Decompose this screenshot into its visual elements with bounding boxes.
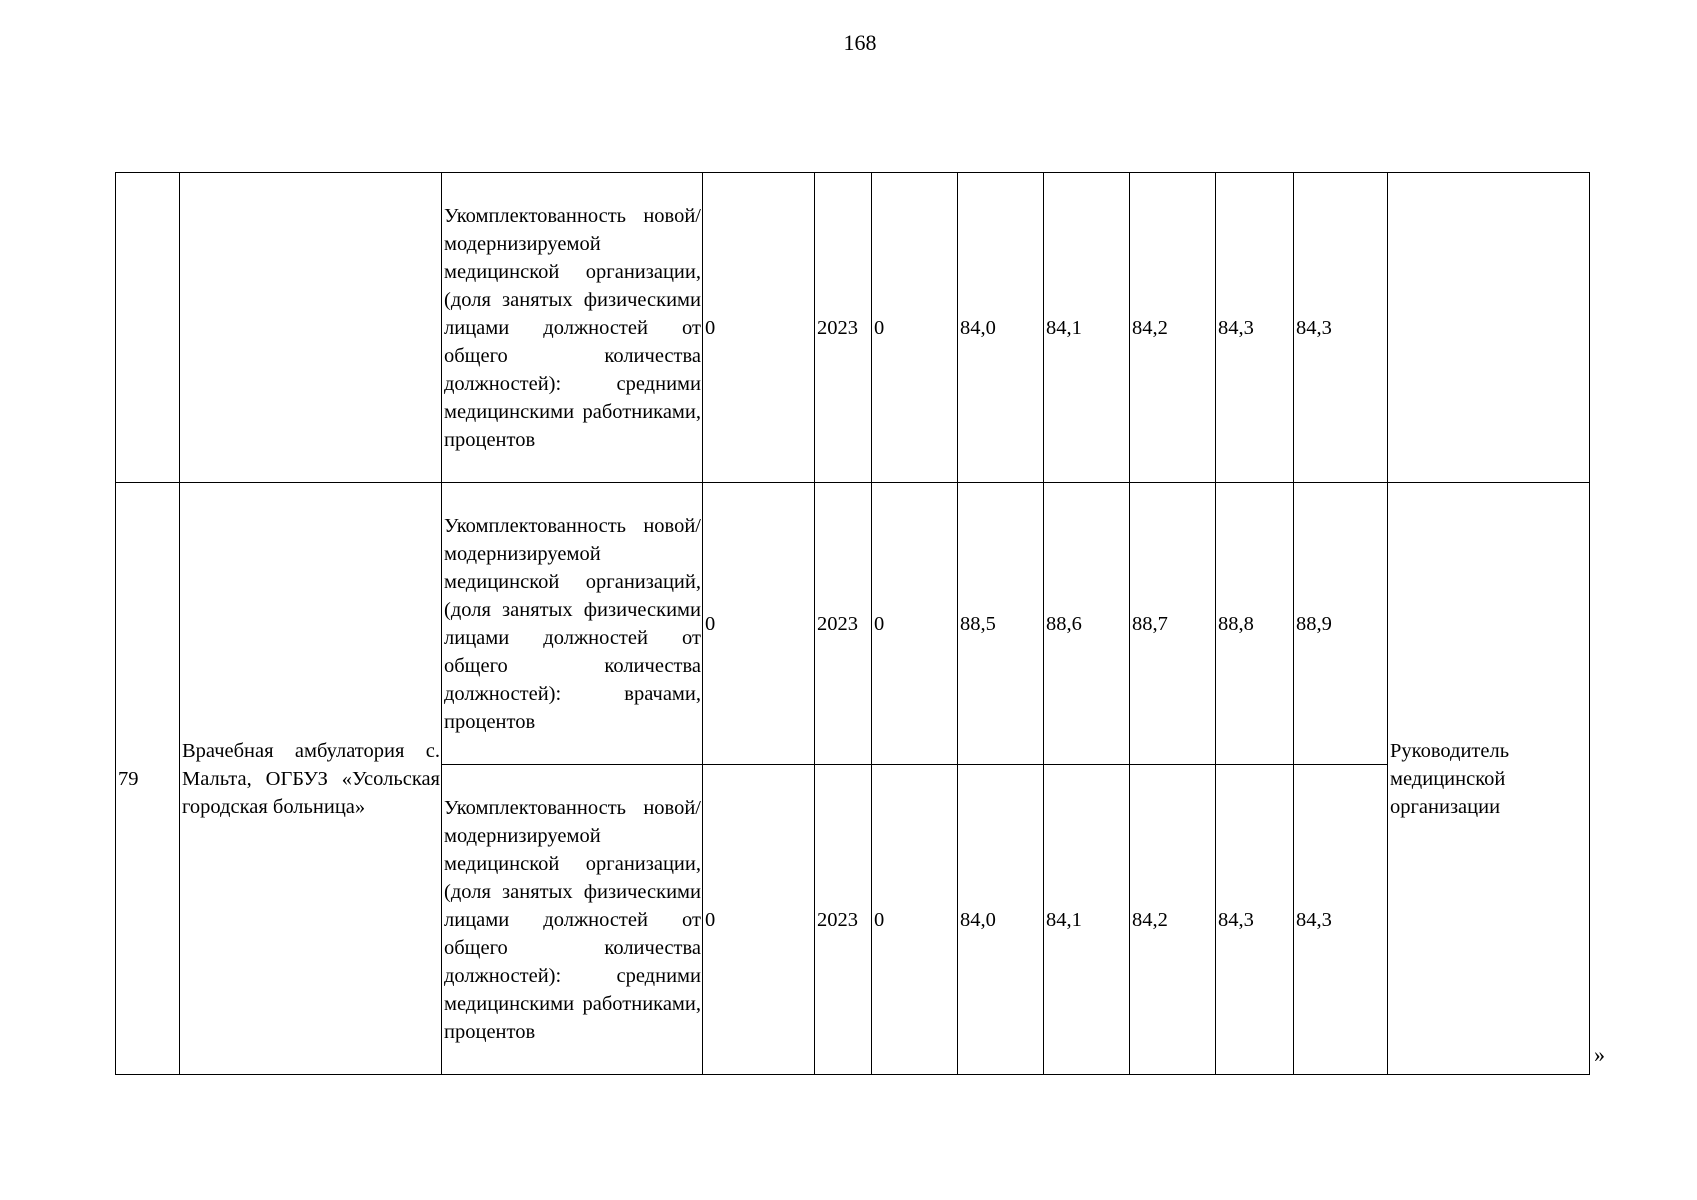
value-cell: 0 xyxy=(872,483,958,765)
base-year-cell: 2023 xyxy=(815,173,872,483)
value-cell: 88,9 xyxy=(1294,483,1388,765)
base-year-cell: 2023 xyxy=(815,483,872,765)
value-cell: 84,0 xyxy=(958,765,1044,1075)
indicators-table xyxy=(115,172,1590,1075)
value-cell: 84,0 xyxy=(958,173,1044,483)
indicator-cell: Укомплектованность новой/модернизируемой медицинской организации, (доля занятых физическими лицами должностей от общего количества должностей): средними медицинскими работниками, процентов xyxy=(442,173,703,483)
base-value-cell: 0 xyxy=(703,483,815,765)
closing-quote: » xyxy=(1594,1042,1605,1067)
indicator-cell: Укомплектованность новой/модернизируемой медицинской организации, (доля занятых физическими лицами должностей от общего количества должностей): средними медицинскими работниками, процентов xyxy=(442,765,703,1075)
base-year-cell: 2023 xyxy=(815,765,872,1075)
value-cell: 0 xyxy=(872,173,958,483)
organization-cell: Врачебная амбулатория с. Мальта, ОГБУЗ «Усольская городская больница» xyxy=(180,483,442,1075)
value-cell: 84,1 xyxy=(1044,765,1130,1075)
value-cell: 88,7 xyxy=(1130,483,1216,765)
value-cell: 88,5 xyxy=(958,483,1044,765)
value-cell: 88,6 xyxy=(1044,483,1130,765)
base-value-cell: 0 xyxy=(703,173,815,483)
organization-cell xyxy=(180,173,442,483)
base-value-cell: 0 xyxy=(703,765,815,1075)
value-cell: 84,3 xyxy=(1216,173,1294,483)
table-row xyxy=(116,483,1590,765)
value-cell: 84,3 xyxy=(1216,765,1294,1075)
value-cell: 84,3 xyxy=(1294,173,1388,483)
page-number: 168 xyxy=(843,30,877,55)
value-cell: 84,2 xyxy=(1130,765,1216,1075)
value-cell: 88,8 xyxy=(1216,483,1294,765)
table-row xyxy=(116,173,1590,483)
row-number-cell: 79 xyxy=(116,483,180,1075)
value-cell: 0 xyxy=(872,765,958,1075)
value-cell: 84,2 xyxy=(1130,173,1216,483)
responsible-cell: Руководитель медицинской организации xyxy=(1388,483,1590,1075)
value-cell: 84,1 xyxy=(1044,173,1130,483)
value-cell: 84,3 xyxy=(1294,765,1388,1075)
row-number-cell xyxy=(116,173,180,483)
indicator-cell: Укомплектованность новой/модернизируемой медицинской организаций, (доля занятых физическими лицами должностей от общего количества должностей): врачами, процентов xyxy=(442,483,703,765)
responsible-cell xyxy=(1388,173,1590,483)
